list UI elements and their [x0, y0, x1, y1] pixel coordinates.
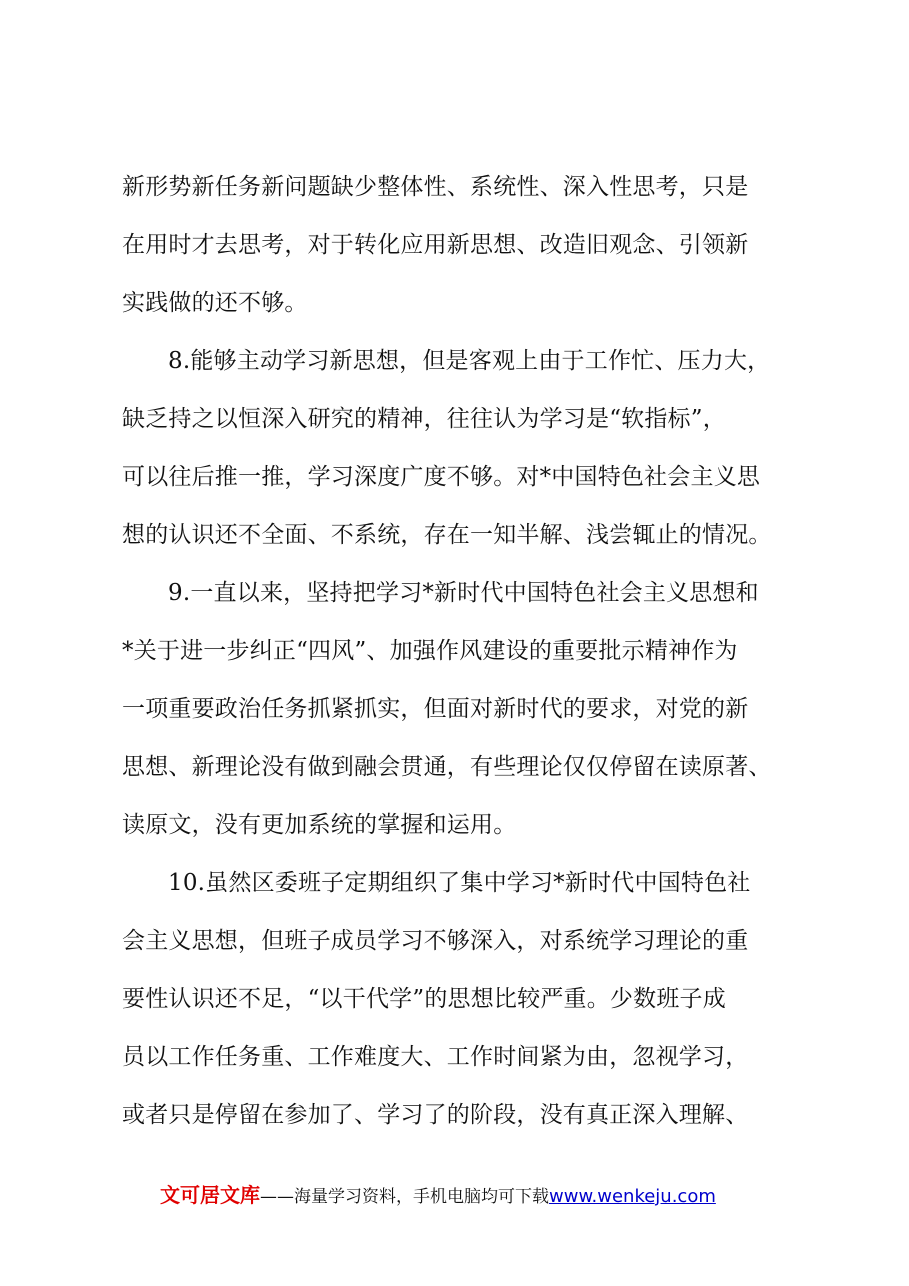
footer-tagline: ——海量学习资料，手机电脑均可下载: [260, 1187, 549, 1207]
paragraph-line: 要性认识还不足，“以干代学”的思想比较严重。少数班子成: [122, 986, 726, 1012]
paragraph-line: 思想、新理论没有做到融会贯通，有些理论仅仅停留在读原著、: [122, 754, 772, 780]
paragraph-line: 在用时才去思考，对于转化应用新思想、改造旧观念、引领新: [122, 232, 749, 258]
footer-brand: 文可居文库: [160, 1183, 260, 1207]
paragraph-line: 读原文，没有更加系统的掌握和运用。: [122, 812, 517, 838]
page-footer: [160, 1183, 716, 1209]
paragraph-line: 8.能够主动学习新思想，但是客观上由于工作忙、压力大，: [168, 348, 771, 374]
paragraph-line: 可以往后推一推，学习深度广度不够。对*中国特色社会主义思: [122, 464, 761, 490]
paragraph-line: 实践做的还不够。: [122, 290, 308, 316]
paragraph-line: 新形势新任务新问题缺少整体性、系统性、深入性思考，只是: [122, 174, 749, 200]
footer-link[interactable]: www.wenkeju.com: [549, 1186, 716, 1207]
paragraph-line: 想的认识还不全面、不系统，存在一知半解、浅尝辄止的情况。: [122, 522, 772, 548]
paragraph-line: 会主义思想，但班子成员学习不够深入，对系统学习理论的重: [122, 928, 749, 954]
paragraph-line: 10.虽然区委班子定期组织了集中学习*新时代中国特色社: [168, 870, 751, 896]
paragraph-line: 缺乏持之以恒深入研究的精神，往往认为学习是“软指标”，: [122, 406, 726, 432]
paragraph-line: 员以工作任务重、工作难度大、工作时间紧为由，忽视学习，: [122, 1044, 749, 1070]
paragraph-line: 9.一直以来，坚持把学习*新时代中国特色社会主义思想和: [168, 580, 759, 606]
paragraph-line: *关于进一步纠正“四风”、加强作风建设的重要批示精神作为: [122, 638, 738, 664]
paragraph-line: 或者只是停留在参加了、学习了的阶段，没有真正深入理解、: [122, 1102, 749, 1128]
paragraph-line: 一项重要政治任务抓紧抓实，但面对新时代的要求，对党的新: [122, 696, 749, 722]
